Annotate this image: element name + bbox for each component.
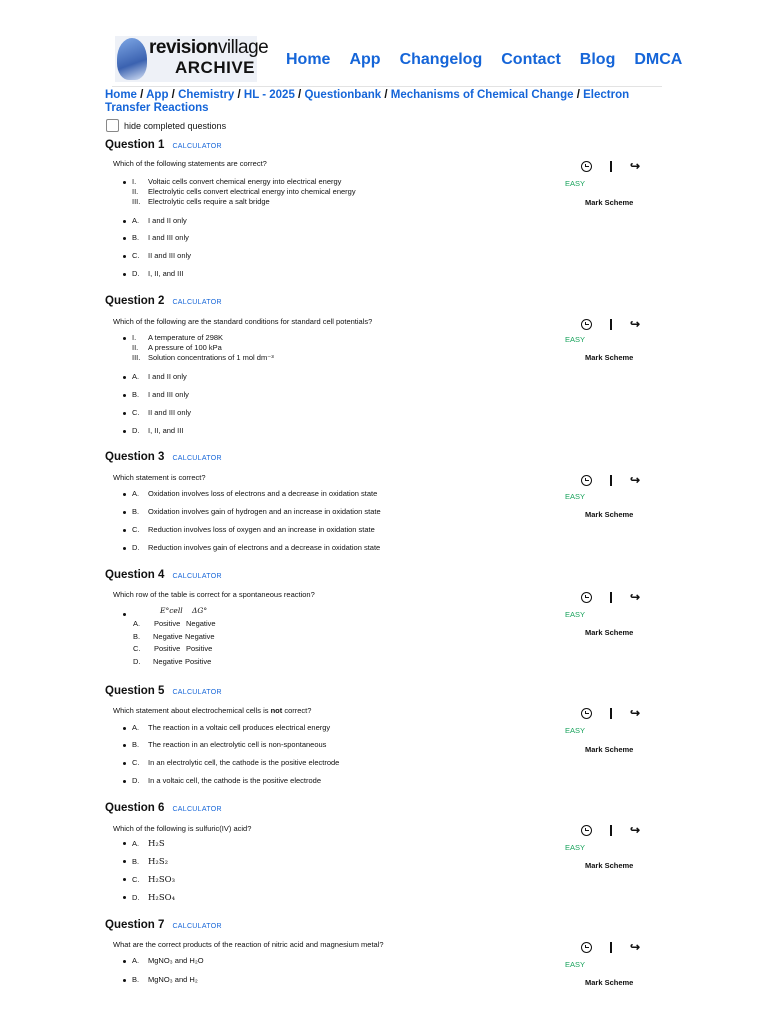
mark-scheme-button[interactable]: Mark Scheme <box>585 628 634 637</box>
question-card <box>105 685 665 785</box>
divider-icon <box>610 592 612 603</box>
answer-option[interactable]: A. H₂S <box>123 839 165 849</box>
calculator-tag: CALCULATOR <box>172 455 222 462</box>
mark-scheme-button[interactable]: Mark Scheme <box>585 510 634 519</box>
clock-icon[interactable] <box>581 708 592 719</box>
question-title: Question 4 <box>105 569 165 581</box>
answer-option[interactable]: B. MgNO₃ and H₂ <box>123 975 198 984</box>
answer-option[interactable]: A. Oxidation involves loss of electrons and a decrease in oxidation state <box>123 489 377 498</box>
question-text: Which of the following is sulfuric(IV) acid? <box>113 824 252 833</box>
hide-completed-checkbox[interactable] <box>106 119 119 132</box>
question-card <box>105 451 665 552</box>
answer-option[interactable]: B. I and III only <box>123 390 189 399</box>
table-row[interactable]: A. Positive Negative <box>133 619 216 628</box>
breadcrumb-questionbank[interactable]: Questionbank <box>304 89 382 101</box>
answer-option[interactable]: B. The reaction in an electrolytic cell is non-spontaneous <box>123 740 326 749</box>
breadcrumb-subtopic[interactable]: Electron Transfer Reactions <box>105 89 630 114</box>
share-arrow-icon[interactable]: ↪ <box>630 590 641 604</box>
logo-archive: ARCHIVE <box>175 58 256 77</box>
question-card <box>105 802 665 903</box>
table-row[interactable]: B. Negative Negative <box>133 631 215 641</box>
question-text: Which row of the table is correct for a spontaneous reaction? <box>113 590 315 599</box>
share-arrow-icon[interactable]: ↪ <box>630 317 641 331</box>
question-title: Question 2 <box>105 295 165 307</box>
divider-icon <box>610 825 612 836</box>
breadcrumb-topic[interactable]: Mechanisms of Chemical Change <box>390 89 574 101</box>
share-arrow-icon[interactable]: ↪ <box>630 823 641 837</box>
mark-scheme-button[interactable]: Mark Scheme <box>585 978 634 987</box>
logo-wordmark: revisionvillage <box>149 37 269 58</box>
table-bullet <box>123 609 132 618</box>
calculator-tag: CALCULATOR <box>172 689 222 696</box>
answer-option[interactable]: C. Reduction involves loss of oxygen and an increase in oxidation state <box>123 525 375 534</box>
table-row[interactable]: C. Positive Positive <box>133 644 213 653</box>
answer-option[interactable]: A. I and II only <box>123 372 187 381</box>
main-nav <box>286 51 682 69</box>
question-text: Which of the following statements are correct? <box>113 159 267 168</box>
question-card <box>105 295 665 435</box>
question-tools <box>581 590 640 604</box>
divider-icon <box>610 319 612 330</box>
question-text: Which of the following are the standard conditions for standard cell potentials? <box>113 317 373 326</box>
answer-option[interactable]: A. The reaction in a voltaic cell produces electrical energy <box>123 723 330 732</box>
site-logo[interactable] <box>115 36 269 82</box>
answer-option[interactable]: B. I and III only <box>123 233 189 242</box>
answer-option[interactable]: D. I, II, and III <box>123 426 183 435</box>
divider-icon <box>610 161 612 172</box>
difficulty-badge: EASY <box>565 179 586 188</box>
question-tools <box>581 823 640 837</box>
question-title: Question 5 <box>105 685 165 697</box>
calculator-tag: CALCULATOR <box>172 143 222 150</box>
answer-option[interactable]: C. H₂SO₃ <box>123 875 175 885</box>
mark-scheme-button[interactable]: Mark Scheme <box>585 861 634 870</box>
nav-changelog[interactable]: Changelog <box>399 51 483 68</box>
question-title: Question 1 <box>105 139 165 151</box>
question-tools <box>581 473 640 487</box>
question-text: What are the correct products of the reaction of nitric acid and magnesium metal? <box>113 940 384 949</box>
calculator-tag: CALCULATOR <box>172 806 222 813</box>
question-tools <box>581 317 640 331</box>
answer-option[interactable]: D. Reduction involves gain of electrons and a decrease in oxidation state <box>123 543 380 552</box>
question-text: Which statement about electrochemical cells is not correct? <box>113 706 312 715</box>
difficulty-badge: EASY <box>565 492 586 501</box>
mark-scheme-button[interactable]: Mark Scheme <box>585 353 634 362</box>
calculator-tag: CALCULATOR <box>172 923 222 930</box>
hide-completed-label: hide completed questions <box>124 120 227 131</box>
nav-contact[interactable]: Contact <box>501 51 561 68</box>
statement-list: I. Voltaic cells convert chemical energy into electrical energy II. Electrolytic cells convert electrical energy into chemical energy III. Electrolytic cells require a salt bridge <box>123 177 356 207</box>
nav-blog[interactable]: Blog <box>579 51 616 68</box>
question-card <box>105 919 665 987</box>
clock-icon[interactable] <box>581 592 592 603</box>
answer-option[interactable]: B. Oxidation involves gain of hydrogen and an increase in oxidation state <box>123 507 381 516</box>
question-card <box>105 569 665 666</box>
answer-option[interactable]: C. II and III only <box>123 251 191 260</box>
difficulty-badge: EASY <box>565 610 586 619</box>
question-title: Question 3 <box>105 451 165 463</box>
question-card <box>105 139 665 278</box>
clock-icon[interactable] <box>581 475 592 486</box>
breadcrumb: Home / App / Chemistry / HL - 2025 / Questionbank / Mechanisms of Chemical Change / Electron Transfer Reactions <box>105 89 630 114</box>
question-title: Question 7 <box>105 919 165 931</box>
difficulty-badge: EASY <box>565 726 586 735</box>
answer-option[interactable]: C. In an electrolytic cell, the cathode is the positive electrode <box>123 758 339 767</box>
share-arrow-icon[interactable]: ↪ <box>630 706 641 720</box>
answer-option[interactable]: B. H₂S₂ <box>123 857 168 867</box>
mark-scheme-button[interactable]: Mark Scheme <box>585 745 634 754</box>
mascot-icon <box>117 38 147 80</box>
question-tools <box>581 940 640 954</box>
answer-option[interactable]: D. I, II, and III <box>123 269 183 278</box>
calculator-tag: CALCULATOR <box>172 573 222 580</box>
difficulty-badge: EASY <box>565 335 586 344</box>
share-arrow-icon[interactable]: ↪ <box>630 159 641 173</box>
divider-icon <box>610 942 612 953</box>
difficulty-badge: EASY <box>565 960 586 969</box>
question-tools <box>581 706 640 720</box>
clock-icon[interactable] <box>581 161 592 172</box>
nav-dmca[interactable]: DMCA <box>634 51 683 68</box>
mark-scheme-button[interactable]: Mark Scheme <box>585 198 634 207</box>
share-arrow-icon[interactable]: ↪ <box>630 473 641 487</box>
question-title: Question 6 <box>105 802 165 814</box>
breadcrumb-chemistry[interactable]: Chemistry <box>178 89 235 101</box>
answer-table-header: E°cell ΔG° <box>160 606 208 615</box>
clock-icon[interactable] <box>581 319 592 330</box>
answer-option[interactable]: C. II and III only <box>123 408 191 417</box>
table-row[interactable]: D. Negative Positive <box>133 656 212 666</box>
nav-app[interactable]: App <box>349 51 381 68</box>
breadcrumb-home[interactable]: Home <box>105 89 137 101</box>
difficulty-badge: EASY <box>565 843 586 852</box>
divider-icon <box>610 475 612 486</box>
breadcrumb-hl-2025[interactable]: HL - 2025 <box>243 89 295 101</box>
answer-option[interactable]: A. MgNO₃ and H₂O <box>123 956 204 965</box>
site-header <box>112 36 683 87</box>
answer-table <box>133 619 216 669</box>
answer-option[interactable]: D. H₂SO₄ <box>123 893 175 903</box>
divider-icon <box>610 708 612 719</box>
calculator-tag: CALCULATOR <box>172 299 222 306</box>
clock-icon[interactable] <box>581 825 592 836</box>
clock-icon[interactable] <box>581 942 592 953</box>
answer-option[interactable]: A. I and II only <box>123 216 187 225</box>
share-arrow-icon[interactable]: ↪ <box>630 940 641 954</box>
nav-home[interactable]: Home <box>286 51 331 68</box>
statement-list: I. A temperature of 298K II. A pressure of 100 kPa III. Solution concentrations of 1 mol dm⁻³ <box>123 333 274 363</box>
breadcrumb-app[interactable]: App <box>146 89 169 101</box>
question-tools <box>581 159 640 173</box>
hide-completed-toggle[interactable] <box>106 119 226 132</box>
answer-option[interactable]: D. In a voltaic cell, the cathode is the positive electrode <box>123 776 321 785</box>
question-text: Which statement is correct? <box>113 473 206 482</box>
